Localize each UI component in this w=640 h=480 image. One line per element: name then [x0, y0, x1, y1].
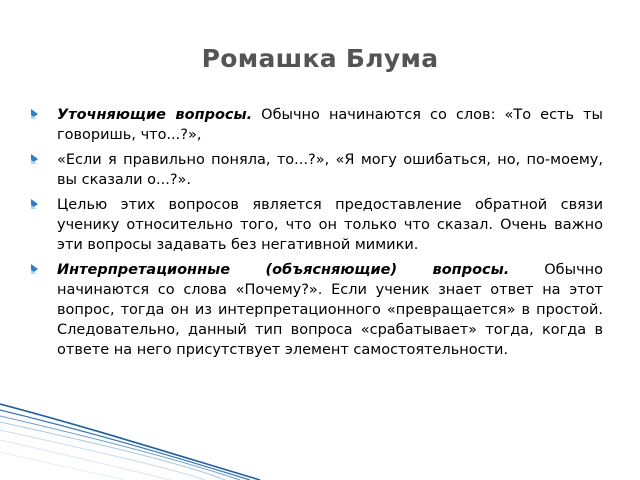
arrow-bullet-icon: [31, 109, 38, 119]
bullet-text: Целью этих вопросов является предоставление обратной связи ученику относительно того, что он только что сказал. Очень важно эти вопросы задавать без негативной мимики.: [57, 197, 603, 253]
list-item: [57, 105, 603, 145]
bullet-term: Уточняющие вопросы.: [57, 107, 253, 123]
list-item: [57, 195, 603, 255]
bullet-text: Обычно начинаются со слова «Почему?». Если ученик знает ответ на этот вопрос, тогда он из интерпретационного «превращается» в простой. Следовательно, данный тип вопроса «срабатывает» тогда, когда в ответе на него присутствует элемент самостоятельности.: [57, 262, 603, 358]
slide-title: Ромашка Блума: [201, 44, 439, 73]
list-item: [57, 260, 603, 360]
arrow-bullet-icon: [31, 199, 38, 209]
bullet-list: [57, 105, 603, 365]
arrow-bullet-icon: [31, 154, 38, 164]
bullet-text: «Если я правильно поняла, то...?», «Я могу ошибаться, но, по-моему, вы сказали о...?».: [57, 152, 603, 188]
bullet-term: Интерпретационные (объясняющие) вопросы.: [57, 262, 510, 278]
list-item: [57, 150, 603, 190]
bullet-text: Обычно начинаются со слов: «То есть ты говоришь, что...?»,: [57, 107, 603, 143]
arrow-bullet-icon: [31, 264, 38, 274]
wave-lines: [0, 404, 260, 480]
